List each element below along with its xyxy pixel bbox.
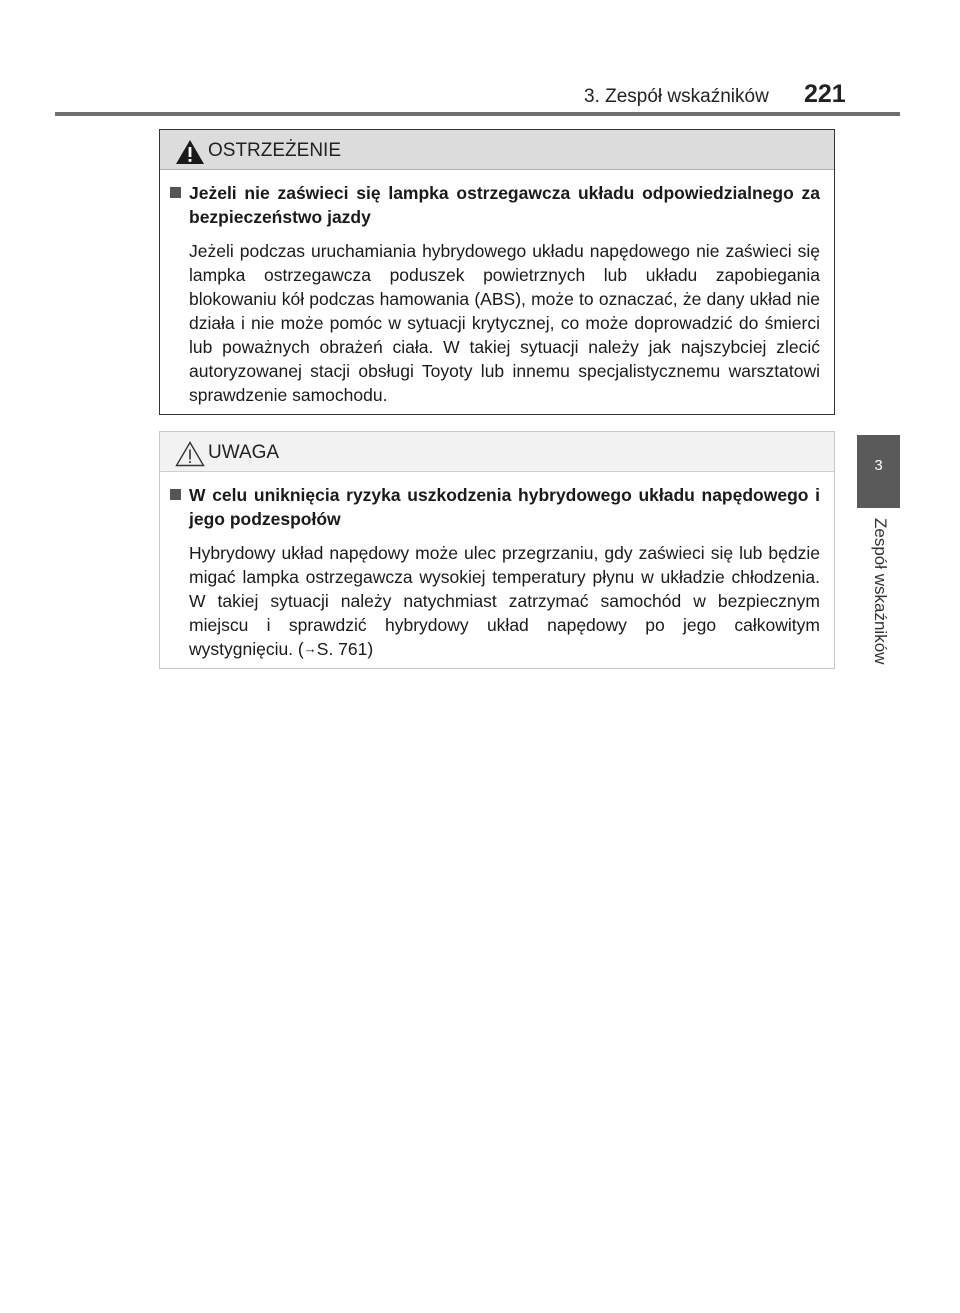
warning-box-title: OSTRZEŻENIE — [208, 140, 342, 161]
warning-heading: Jeżeli nie zaświeci się lampka ostrzegawcza układu odpowiedzialnego za bezpieczeństwo jazdy — [189, 183, 820, 227]
caution-box-title: UWAGA — [208, 442, 280, 463]
caution-box — [159, 431, 835, 669]
page-number: 221 — [804, 80, 846, 108]
page-reference-link[interactable]: S. 761) — [316, 639, 374, 659]
caution-body — [189, 541, 820, 661]
caution-body-text: Hybrydowy układ napędowy może ulec przegrzaniu, gdy zaświeci się lub będzie migać lampka ostrzegawcza wysokiej temperatury płynu w układzie chłodzenia. W takiej sytuacji należy natychmiast zatrzymać samochód w bezpiecznym miejscu i sprawdzić hybrydowy układ napędowy po jego całkowitym wystygnięciu. ( — [189, 543, 820, 659]
caution-box-header — [160, 432, 834, 472]
caution-heading: W celu uniknięcia ryzyka uszkodzenia hybrydowego układu napędowego i jego podzespołów — [189, 485, 820, 529]
chapter-tab-label: Zespół wskaźników — [871, 518, 890, 665]
chapter-tab — [857, 435, 900, 508]
chapter-tab-number: 3 — [874, 457, 883, 474]
warning-box — [159, 129, 835, 415]
square-bullet-icon — [170, 489, 181, 500]
warning-triangle-filled-icon — [175, 139, 205, 165]
reference-arrow-icon: → — [303, 641, 317, 656]
square-bullet-icon — [170, 187, 181, 198]
header-rule — [55, 112, 900, 116]
caution-triangle-outline-icon — [175, 441, 205, 467]
chapter-title: 3. Zespół wskaźników — [584, 86, 769, 107]
warning-box-header — [160, 130, 834, 170]
warning-body: Jeżeli podczas uruchamiania hybrydowego układu napędowego nie zaświeci się lampka ostrzegawcza poduszek powietrznych lub układu zapobiegania blokowaniu kół podczas hamowania (ABS), może to oznaczać, że dany układ nie działa i nie może pomóc w sytuacji krytycznej, co może doprowadzić do śmierci lub poważnych obrażeń ciała. W takiej sytuacji należy jak najszybciej zlecić autoryzowanej stacji obsługi Toyoty lub innemu specjalistycznemu warsztatowi sprawdzenie samochodu. — [189, 241, 820, 405]
